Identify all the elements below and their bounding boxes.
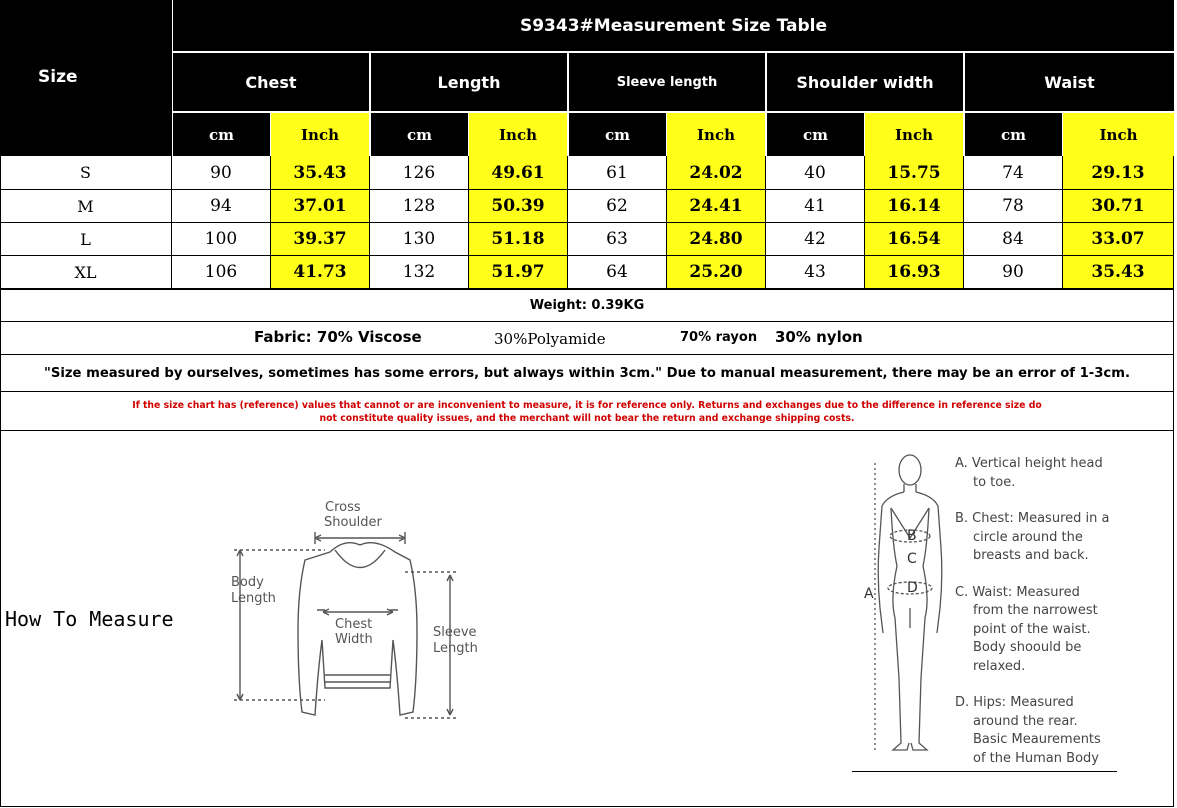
sub-cm-label: cm bbox=[1000, 125, 1026, 144]
col-header-shoulder bbox=[767, 53, 963, 111]
disclaimer-line-1: If the size chart has (reference) values that cannot or are inconvenient to measure, it is for reference only. Returns and exchanges due to the difference in reference size do bbox=[132, 400, 1042, 411]
sub-inch-label: Inch bbox=[499, 125, 537, 144]
sub-cm-label: cm bbox=[802, 125, 828, 144]
body-length-label-1: Body bbox=[231, 575, 264, 590]
sub-inch-chest bbox=[271, 113, 369, 156]
cm-value-cell: 74 bbox=[964, 156, 1063, 190]
weight-text: Weight: 0.39KG bbox=[529, 298, 645, 313]
sub-cm-sleeve bbox=[569, 113, 666, 156]
fabric-part4: 30% nylon bbox=[775, 328, 863, 346]
chest-width-label-1: Chest bbox=[335, 617, 373, 632]
inch-value-cell: 35.43 bbox=[271, 156, 370, 190]
legend-line: circle around the bbox=[973, 529, 1083, 545]
fabric-part2: 30%Polyamide bbox=[494, 330, 606, 348]
sub-cm-chest bbox=[173, 113, 270, 156]
note-text: "Size measured by ourselves, sometimes has some errors, but always within 3cm." Due to manual measurement, there may be an error of 1-3cm. bbox=[43, 365, 1130, 381]
disclaimer-line-2: not constitute quality issues, and the merchant will not bear the return and exchange shipping costs. bbox=[319, 413, 855, 424]
inch-value-cell: 29.13 bbox=[1063, 156, 1174, 190]
cm-value-cell: 62 bbox=[568, 190, 667, 223]
inch-value-cell: 25.20 bbox=[667, 256, 766, 289]
garment-diagram bbox=[225, 490, 495, 730]
inch-value-cell: 49.61 bbox=[469, 156, 568, 190]
cm-value-cell: 41 bbox=[766, 190, 865, 223]
legend-line: around the rear. bbox=[973, 713, 1078, 729]
col-header-chest bbox=[173, 53, 369, 111]
cm-value-cell: 100 bbox=[172, 223, 271, 256]
sleeve-length-label-2: Length bbox=[433, 641, 478, 656]
weight-row bbox=[0, 289, 1174, 322]
cm-value-cell: 84 bbox=[964, 223, 1063, 256]
inch-value-cell: 24.41 bbox=[667, 190, 766, 223]
cm-value-cell: 78 bbox=[964, 190, 1063, 223]
inch-value-cell: 51.97 bbox=[469, 256, 568, 289]
table-title bbox=[173, 0, 1174, 51]
cm-value-cell: 63 bbox=[568, 223, 667, 256]
inch-value-cell: 39.37 bbox=[271, 223, 370, 256]
letter-b: B bbox=[907, 528, 917, 544]
note-row bbox=[0, 355, 1174, 392]
cm-value-cell: 43 bbox=[766, 256, 865, 289]
sub-cm-label: cm bbox=[406, 125, 432, 144]
inch-value-cell: 15.75 bbox=[865, 156, 964, 190]
cm-value-cell: 42 bbox=[766, 223, 865, 256]
size-header-label: Size bbox=[38, 67, 78, 87]
fabric-part1: Fabric: 70% Viscose bbox=[254, 328, 422, 346]
letter-a: A bbox=[864, 586, 874, 602]
legend-line: A. Vertical height head bbox=[955, 456, 1103, 471]
sub-inch-label: Inch bbox=[697, 125, 735, 144]
inch-value-cell: 16.14 bbox=[865, 190, 964, 223]
how-to-measure-label: How To Measure bbox=[5, 607, 174, 631]
inch-value-cell: 24.80 bbox=[667, 223, 766, 256]
disclaimer-row bbox=[0, 392, 1174, 431]
cross-shoulder-label-1: Cross bbox=[325, 500, 361, 515]
row-size-label: M bbox=[0, 190, 172, 223]
inch-value-cell: 37.01 bbox=[271, 190, 370, 223]
cm-value-cell: 64 bbox=[568, 256, 667, 289]
body-length-label-2: Length bbox=[231, 591, 276, 606]
col-header-sleeve bbox=[569, 53, 765, 111]
legend-line: point of the waist. bbox=[973, 621, 1091, 637]
legend-line: C. Waist: Measured bbox=[955, 584, 1080, 600]
inch-value-cell: 16.54 bbox=[865, 223, 964, 256]
legend-line: breasts and back. bbox=[973, 548, 1089, 563]
legend-line: from the narrowest bbox=[973, 603, 1098, 618]
cm-value-cell: 106 bbox=[172, 256, 271, 289]
inch-value-cell: 41.73 bbox=[271, 256, 370, 289]
chest-width-label-2: Width bbox=[335, 632, 373, 647]
table-title-text: S9343#Measurement Size Table bbox=[519, 15, 828, 36]
cm-value-cell: 61 bbox=[568, 156, 667, 190]
legend-line: D. Hips: Measured bbox=[955, 695, 1074, 710]
cm-value-cell: 128 bbox=[370, 190, 469, 223]
sub-inch-sleeve bbox=[667, 113, 765, 156]
fabric-row bbox=[0, 322, 1174, 355]
inch-value-cell: 35.43 bbox=[1063, 256, 1174, 289]
legend-line: Body shoould be bbox=[973, 640, 1082, 655]
row-size-label: XL bbox=[0, 256, 172, 289]
fabric-part3: 70% rayon bbox=[680, 330, 758, 345]
cm-value-cell: 90 bbox=[172, 156, 271, 190]
sleeve-length-label-1: Sleeve bbox=[433, 625, 477, 640]
inch-value-cell: 30.71 bbox=[1063, 190, 1174, 223]
col-header-length-label: Length bbox=[437, 72, 501, 92]
legend-line: Basic Meaurements bbox=[973, 732, 1101, 747]
sub-inch-label: Inch bbox=[301, 125, 339, 144]
sub-inch-shoulder bbox=[865, 113, 963, 156]
col-header-length bbox=[371, 53, 567, 111]
inch-value-cell: 24.02 bbox=[667, 156, 766, 190]
size-header bbox=[0, 0, 172, 156]
sub-inch-waist bbox=[1063, 113, 1174, 156]
sub-cm-shoulder bbox=[767, 113, 864, 156]
inch-value-cell: 33.07 bbox=[1063, 223, 1174, 256]
row-size-label: L bbox=[0, 223, 172, 256]
sub-inch-label: Inch bbox=[895, 125, 933, 144]
col-header-waist-label: Waist bbox=[1044, 72, 1095, 92]
cross-shoulder-label-2: Shoulder bbox=[324, 515, 382, 530]
legend-line: B. Chest: Measured in a bbox=[955, 511, 1110, 526]
row-size-label: S bbox=[0, 156, 172, 190]
col-header-shoulder-label: Shoulder width bbox=[796, 72, 934, 92]
col-header-chest-label: Chest bbox=[245, 72, 297, 92]
legend-line: to toe. bbox=[973, 474, 1016, 490]
col-header-waist bbox=[965, 53, 1174, 111]
letter-c: C bbox=[907, 551, 917, 567]
sub-cm-length bbox=[371, 113, 468, 156]
cm-value-cell: 130 bbox=[370, 223, 469, 256]
sub-cm-label: cm bbox=[604, 125, 630, 144]
body-legend bbox=[955, 455, 1165, 768]
cm-value-cell: 90 bbox=[964, 256, 1063, 289]
legend-line: of the Human Body bbox=[973, 750, 1099, 766]
cm-value-cell: 132 bbox=[370, 256, 469, 289]
inch-value-cell: 51.18 bbox=[469, 223, 568, 256]
sub-cm-label: cm bbox=[208, 125, 234, 144]
cm-value-cell: 94 bbox=[172, 190, 271, 223]
legend-line: relaxed. bbox=[973, 658, 1026, 674]
inch-value-cell: 50.39 bbox=[469, 190, 568, 223]
sub-cm-waist bbox=[965, 113, 1062, 156]
sub-inch-label: Inch bbox=[1099, 125, 1138, 144]
body-diagram bbox=[855, 448, 950, 773]
sub-inch-length bbox=[469, 113, 567, 156]
inch-value-cell: 16.93 bbox=[865, 256, 964, 289]
letter-d: D bbox=[907, 580, 918, 596]
col-header-sleeve-label: Sleeve length bbox=[616, 74, 718, 90]
cm-value-cell: 40 bbox=[766, 156, 865, 190]
cm-value-cell: 126 bbox=[370, 156, 469, 190]
